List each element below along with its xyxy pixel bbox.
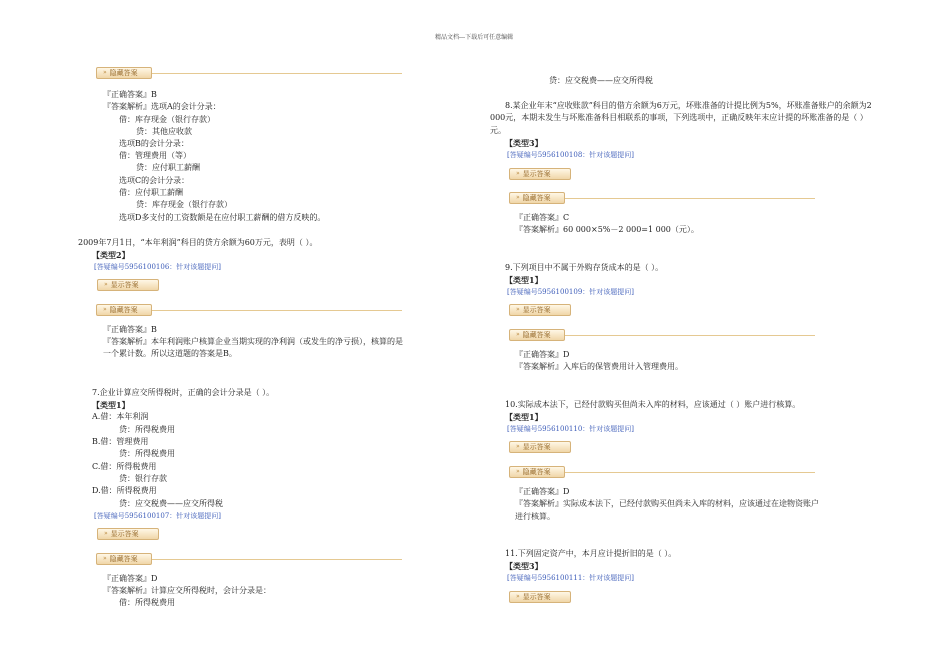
correct-answer: 『正确答案』B (103, 325, 157, 334)
question-type: 【类型1】 (92, 400, 130, 410)
question-link[interactable]: [答疑编号5956100110：针对该题提问] (507, 425, 634, 433)
question-text: 8.某企业年末“应收账款”科目的借方余额为6万元，坏账准备的计提比例为5%，坏账准备账户的余额为2 (505, 101, 872, 110)
analysis-line: 贷：其他应收款 (136, 127, 192, 136)
answer-analysis: 『答案解析』60 000×5%－2 000=1 000（元）。 (515, 225, 699, 234)
divider (152, 310, 402, 311)
answer-analysis: 进行核算。 (515, 512, 555, 521)
show-answer-button[interactable]: » 显示答案 (509, 304, 571, 316)
show-answer-button[interactable]: » 显示答案 (97, 528, 159, 540)
question-link[interactable]: [答疑编号5956100107：针对该题提问] (94, 512, 221, 520)
option-text: 贷：银行存款 (119, 474, 167, 483)
correct-answer: 『正确答案』C (515, 213, 570, 222)
option-text: C.借：所得税费用 (92, 462, 157, 471)
question-text: 10.实际成本法下，已经付款购买但尚未入库的材料，应该通过（ ）账户进行核算。 (505, 400, 801, 409)
divider (152, 73, 402, 74)
answer-analysis: 『答案解析』入库后的保管费用计入管理费用。 (515, 362, 683, 371)
hide-answer-button[interactable]: » 隐藏答案 (96, 67, 152, 79)
page-header: 精品文档---下载后可任意编辑 (435, 34, 514, 41)
show-answer-button[interactable]: » 显示答案 (97, 279, 159, 291)
analysis-line: 选项B的会计分录： (119, 139, 189, 148)
question-text: 2009年7月1日，“本年利润”科目的贷方余额为60万元，表明（ ）。 (78, 238, 318, 247)
hide-answer-button[interactable]: » 隐藏答案 (96, 553, 152, 565)
analysis-line: 选项D多支付的工资数额是在应付职工薪酬的借方反映的。 (119, 213, 326, 222)
answer-analysis: 『答案解析』选项A的会计分录： (103, 102, 221, 111)
question-type: 【类型3】 (505, 561, 543, 571)
analysis-line: 借：应付职工薪酬 (119, 188, 183, 197)
option-text: 贷：所得税费用 (119, 425, 175, 434)
question-type: 【类型3】 (505, 138, 543, 148)
answer-analysis: 『答案解析』实际成本法下，已经付款购买但尚未入库的材料，应该通过在途物资账户 (515, 499, 819, 508)
hide-answer-button[interactable]: » 隐藏答案 (509, 329, 565, 341)
option-text: 贷：所得税费用 (119, 449, 175, 458)
option-text: D.借：所得税费用 (92, 486, 157, 495)
option-text: 贷：应交税费——应交所得税 (119, 499, 223, 508)
question-type: 【类型2】 (92, 250, 130, 260)
correct-answer: 『正确答案』D (515, 487, 570, 496)
question-type: 【类型1】 (505, 412, 543, 422)
option-text: A.借：本年利润 (92, 412, 149, 421)
question-text: 11.下列固定资产中，本月应计提折旧的是（ ）。 (505, 549, 677, 558)
analysis-line: 选项C的会计分录： (119, 176, 190, 185)
question-text: 元。 (490, 126, 506, 135)
hide-answer-button[interactable]: » 隐藏答案 (96, 304, 152, 316)
show-answer-button[interactable]: » 显示答案 (509, 591, 571, 603)
question-link[interactable]: [答疑编号5956100109：针对该题提问] (507, 288, 634, 296)
question-link[interactable]: [答疑编号5956100106：针对该题提问] (94, 263, 221, 271)
hide-answer-button[interactable]: » 隐藏答案 (509, 466, 565, 478)
divider (565, 472, 815, 473)
question-text: 000元，本期未发生与坏账准备科目相联系的事项，下列选项中，正确反映年末应计提的坏账准备的是（ ） (490, 113, 868, 122)
analysis-line: 贷：库存现金（银行存款） (136, 200, 232, 209)
correct-answer: 『正确答案』D (515, 350, 570, 359)
analysis-line: 借：管理费用（等） (119, 151, 191, 160)
analysis-line: 借：所得税费用 (119, 598, 175, 607)
question-type: 【类型1】 (505, 275, 543, 285)
analysis-line: 贷：应付职工薪酬 (136, 163, 200, 172)
question-link[interactable]: [答疑编号5956100111：针对该题提问] (507, 574, 634, 582)
question-text: 9.下列项目中不属于外购存货成本的是（ ）。 (505, 263, 664, 272)
divider (565, 198, 815, 199)
answer-analysis: 『答案解析』本年利润账户核算企业当期实现的净利润（或发生的净亏损），核算的是 (103, 337, 403, 346)
answer-analysis: 『答案解析』计算应交所得税时，会计分录是： (103, 586, 271, 595)
question-text: 7.企业计算应交所得税时，正确的会计分录是（ ）。 (92, 388, 275, 397)
correct-answer: 『正确答案』D (103, 574, 158, 583)
correct-answer: 『正确答案』B (103, 90, 157, 99)
divider (152, 559, 402, 560)
show-answer-button[interactable]: » 显示答案 (509, 168, 571, 180)
question-link[interactable]: [答疑编号5956100108：针对该题提问] (507, 151, 634, 159)
analysis-line: 借：库存现金（银行存款） (119, 115, 215, 124)
answer-analysis: 一个累计数。所以这道题的答案是B。 (103, 349, 237, 358)
hide-answer-button[interactable]: » 隐藏答案 (509, 192, 565, 204)
analysis-line: 贷：应交税费——应交所得税 (549, 76, 653, 85)
divider (565, 335, 815, 336)
option-text: B.借：管理费用 (92, 437, 149, 446)
show-answer-button[interactable]: » 显示答案 (509, 441, 571, 453)
